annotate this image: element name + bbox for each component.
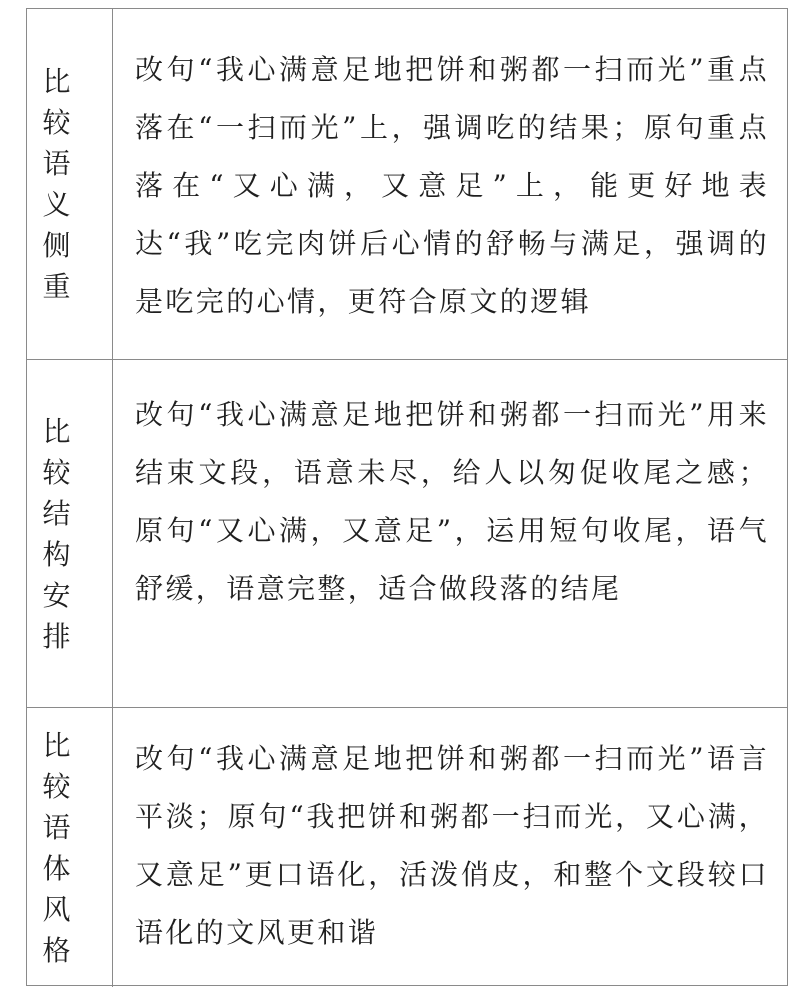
- row-content-text: 改句“我心满意足地把饼和粥都一扫而光”重点落在“一扫而光”上，强调吃的结果；原句重点落在“又心满，又意足”上，能更好地表达“我”吃完肉饼后心情的舒畅与满足，强调的是吃完的心情，更符合原文的逻辑: [135, 53, 769, 318]
- row-content-cell: [113, 9, 787, 359]
- row-label: 比较结构安排: [42, 414, 77, 653]
- table-row: [27, 708, 787, 987]
- row-content-text: 改句“我心满意足地把饼和粥都一扫而光”用来结束文段，语意未尽，给人以匆促收尾之感；原句“又心满，又意足”，运用短句收尾，语气舒缓，语意完整，适合做段落的结尾: [135, 398, 769, 605]
- table-row: [27, 360, 787, 708]
- row-content-cell: [113, 360, 787, 707]
- table-row: [27, 9, 787, 360]
- comparison-table: [26, 8, 788, 986]
- row-label: 比较语体风格: [42, 728, 77, 967]
- row-label-cell: [27, 9, 112, 359]
- row-label-cell: [27, 708, 112, 987]
- row-content-text: 改句“我心满意足地把饼和粥都一扫而光”语言平淡；原句“我把饼和粥都一扫而光，又心满，又意足”更口语化，活泼俏皮，和整个文段较口语化的文风更和谐: [135, 742, 769, 949]
- row-label-cell: [27, 360, 112, 707]
- row-label: 比较语义侧重: [42, 65, 77, 303]
- row-content-cell: [113, 708, 787, 987]
